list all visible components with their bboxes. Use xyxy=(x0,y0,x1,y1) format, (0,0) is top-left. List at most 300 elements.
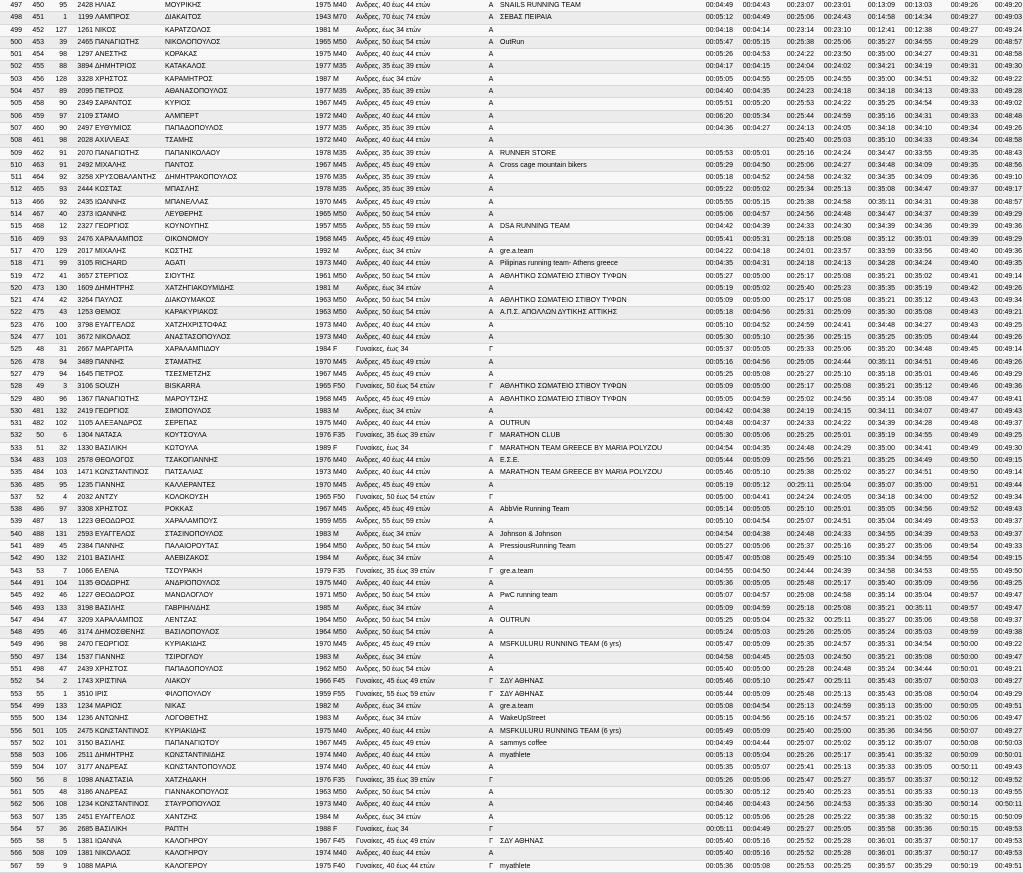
birth-year-cell: 1970 xyxy=(309,356,332,368)
split-2-chip-cell: 00:24:22 xyxy=(815,98,852,110)
finish-gun-cell: 00:49:46 xyxy=(933,356,979,368)
bib-number-cell: 1609 xyxy=(68,282,94,294)
gender-position-cell: 496 xyxy=(23,639,45,651)
last-name-cell: ΔΙΑΚΑΙΤΟΣ xyxy=(164,12,309,24)
birth-year-cell: 1981 xyxy=(309,24,332,36)
split-2-gun-cell: 00:25:13 xyxy=(771,700,815,712)
table-row xyxy=(0,295,1023,307)
category-code-cell: M50 xyxy=(332,787,355,799)
group-cell: A xyxy=(483,602,499,614)
category-code-cell: M xyxy=(332,553,355,565)
position-cell: 534 xyxy=(0,454,23,466)
finish-chip-cell: 00:48:57 xyxy=(979,196,1023,208)
last-name-cell: ΛΕΥΘΕΡΗΣ xyxy=(164,209,309,221)
split-1-gun-cell: 00:05:00 xyxy=(690,491,734,503)
split-2-chip-cell: 00:24:53 xyxy=(815,799,852,811)
gender-position-cell: 461 xyxy=(23,135,45,147)
club-cell: MARATHON TEAM GREECE BY MARIA POLYZOU xyxy=(499,467,690,479)
position-cell: 562 xyxy=(0,799,23,811)
birth-year-cell: 1957 xyxy=(309,221,332,233)
split-3-gun-cell: 00:35:57 xyxy=(852,774,896,786)
split-2-chip-cell: 00:24:15 xyxy=(815,405,852,417)
finish-chip-cell: 00:49:03 xyxy=(979,12,1023,24)
finish-gun-cell: 00:50:15 xyxy=(933,823,979,835)
split-2-gun-cell: 00:25:32 xyxy=(771,614,815,626)
finish-chip-cell: 00:49:15 xyxy=(979,553,1023,565)
club-cell: MARATHON TEAM GREECE BY MARIA POLYZOU xyxy=(499,442,690,454)
last-name-cell: ΝΙΚΟΛΟΠΟΥΛΟΣ xyxy=(164,36,309,48)
table-row xyxy=(0,664,1023,676)
category-name-cell: Ανδρες, 45 έως 49 ετών xyxy=(355,356,483,368)
bib-number-cell: 3198 xyxy=(68,602,94,614)
club-cell xyxy=(499,491,690,503)
split-2-chip-cell: 00:24:30 xyxy=(815,221,852,233)
table-row xyxy=(0,405,1023,417)
split-1-gun-cell: 00:05:07 xyxy=(690,590,734,602)
split-3-gun-cell: 00:35:33 xyxy=(852,762,896,774)
finish-gun-cell: 00:49:27 xyxy=(933,24,979,36)
first-name-cell: ΧΡΗΣΤΟΣ xyxy=(94,504,164,516)
last-name-cell: ΣΙΟΥΤΗΣ xyxy=(164,270,309,282)
group-cell: A xyxy=(483,147,499,159)
birth-year-cell: 1975 xyxy=(309,49,332,61)
last-name-cell: ΑΛΜΠΕΡΤ xyxy=(164,110,309,122)
bib-number-cell: 3264 xyxy=(68,295,94,307)
position-cell: 553 xyxy=(0,688,23,700)
first-name-cell: ΑΧΙΛΛΕΑΣ xyxy=(94,135,164,147)
group-cell: A xyxy=(483,799,499,811)
category-position-cell: 91 xyxy=(45,147,68,159)
split-3-chip-cell: 00:35:19 xyxy=(896,282,933,294)
split-2-gun-cell: 00:24:59 xyxy=(771,319,815,331)
first-name-cell: ΒΑΣΙΛΙΚΗ xyxy=(94,823,164,835)
birth-year-cell: 1964 xyxy=(309,627,332,639)
split-2-chip-cell: 00:25:08 xyxy=(815,233,852,245)
first-name-cell: ΑΝΕΣΤΗΣ xyxy=(94,49,164,61)
table-row xyxy=(0,528,1023,540)
split-3-chip-cell: 00:34:54 xyxy=(896,98,933,110)
last-name-cell: BISKARRA xyxy=(164,381,309,393)
bib-number-cell: 2578 xyxy=(68,454,94,466)
split-2-chip-cell: 00:24:27 xyxy=(815,159,852,171)
split-3-gun-cell: 00:12:41 xyxy=(852,24,896,36)
category-name-cell: Γυναίκες, 40 έως 44 ετών xyxy=(355,860,483,872)
bib-number-cell: 1261 xyxy=(68,24,94,36)
category-name-cell: Ανδρες, 40 έως 44 ετών xyxy=(355,577,483,589)
club-cell xyxy=(499,209,690,221)
bib-number-cell: 1199 xyxy=(68,12,94,24)
split-3-chip-cell: 00:34:55 xyxy=(896,553,933,565)
last-name-cell: ΚΑΛΟΓΗΡΟΥ xyxy=(164,848,309,860)
split-2-gun-cell: 00:24:56 xyxy=(771,209,815,221)
position-cell: 500 xyxy=(0,36,23,48)
split-2-gun-cell: 00:25:16 xyxy=(771,713,815,725)
finish-gun-cell: 00:49:52 xyxy=(933,491,979,503)
split-2-gun-cell: 00:24:48 xyxy=(771,528,815,540)
last-name-cell: ΤΣΙΡΟΓΛΟΥ xyxy=(164,651,309,663)
group-cell: A xyxy=(483,553,499,565)
category-code-cell: M45 xyxy=(332,393,355,405)
last-name-cell: ΠΑΠΑΝΙΚΟΛΑΟΥ xyxy=(164,147,309,159)
position-cell: 551 xyxy=(0,664,23,676)
category-position-cell: 1 xyxy=(45,12,68,24)
table-row xyxy=(0,381,1023,393)
finish-chip-cell: 00:49:36 xyxy=(979,245,1023,257)
split-3-chip-cell: 00:35:00 xyxy=(896,700,933,712)
split-2-chip-cell: 00:25:15 xyxy=(815,332,852,344)
table-row xyxy=(0,319,1023,331)
birth-year-cell: 1943 xyxy=(309,12,332,24)
finish-gun-cell: 00:50:11 xyxy=(933,762,979,774)
last-name-cell: ΣΙΜΟΠΟΥΛΟΣ xyxy=(164,405,309,417)
split-3-chip-cell: 00:34:36 xyxy=(896,221,933,233)
finish-gun-cell: 00:49:34 xyxy=(933,135,979,147)
category-position-cell: 98 xyxy=(45,639,68,651)
split-3-gun-cell: 00:34:48 xyxy=(852,159,896,171)
split-2-chip-cell: 00:25:13 xyxy=(815,688,852,700)
club-cell: Johnson & Johnson xyxy=(499,528,690,540)
last-name-cell: ΚΑΡΑΤΖΟΛΟΣ xyxy=(164,24,309,36)
split-2-gun-cell: 00:25:05 xyxy=(771,73,815,85)
gender-position-cell: 456 xyxy=(23,73,45,85)
category-code-cell: F35 xyxy=(332,774,355,786)
category-code-cell: F35 xyxy=(332,430,355,442)
group-cell: A xyxy=(483,49,499,61)
category-code-cell: F45 xyxy=(332,676,355,688)
category-code-cell: M40 xyxy=(332,467,355,479)
gender-position-cell: 486 xyxy=(23,504,45,516)
split-1-chip-cell: 00:04:44 xyxy=(734,737,771,749)
split-3-gun-cell: 00:35:27 xyxy=(852,467,896,479)
birth-year-cell: 1984 xyxy=(309,811,332,823)
position-cell: 552 xyxy=(0,676,23,688)
category-code-cell: M40 xyxy=(332,135,355,147)
position-cell: 531 xyxy=(0,418,23,430)
finish-gun-cell: 00:49:50 xyxy=(933,454,979,466)
category-position-cell: 36 xyxy=(45,823,68,835)
split-3-gun-cell: 00:35:20 xyxy=(852,344,896,356)
category-name-cell: Ανδρες, 40 έως 44 ετών xyxy=(355,0,483,12)
last-name-cell: ΚΩΝΣΤΑΝΤΟΠΟΥΛΟΣ xyxy=(164,762,309,774)
category-name-cell: Ανδρες, έως 34 ετών xyxy=(355,405,483,417)
split-1-chip-cell: 00:05:09 xyxy=(734,688,771,700)
split-2-gun-cell: 00:25:53 xyxy=(771,860,815,872)
category-code-cell: M45 xyxy=(332,356,355,368)
first-name-cell: ΑΝΤΩΝΗΣ xyxy=(94,713,164,725)
bib-number-cell: 3258 xyxy=(68,172,94,184)
bib-number-cell: 1098 xyxy=(68,774,94,786)
finish-gun-cell: 00:49:57 xyxy=(933,602,979,614)
club-cell: AbbVie Running Team xyxy=(499,504,690,516)
split-3-gun-cell: 00:35:00 xyxy=(852,73,896,85)
birth-year-cell: 1983 xyxy=(309,713,332,725)
split-1-gun-cell: 00:05:06 xyxy=(690,209,734,221)
gender-position-cell: 49 xyxy=(23,381,45,393)
bib-number-cell: 1367 xyxy=(68,393,94,405)
split-1-chip-cell: 00:04:57 xyxy=(734,209,771,221)
category-position-cell: 32 xyxy=(45,442,68,454)
split-3-chip-cell: 00:35:09 xyxy=(896,577,933,589)
split-2-chip-cell: 00:25:02 xyxy=(815,467,852,479)
finish-chip-cell: 00:49:10 xyxy=(979,172,1023,184)
position-cell: 539 xyxy=(0,516,23,528)
group-cell: A xyxy=(483,713,499,725)
split-2-chip-cell: 00:24:33 xyxy=(815,528,852,540)
finish-chip-cell: 00:49:21 xyxy=(979,307,1023,319)
gender-position-cell: 508 xyxy=(23,848,45,860)
finish-chip-cell: 00:49:27 xyxy=(979,676,1023,688)
table-row xyxy=(0,491,1023,503)
category-position-cell: 31 xyxy=(45,344,68,356)
table-row xyxy=(0,467,1023,479)
split-2-gun-cell: 00:25:48 xyxy=(771,577,815,589)
gender-position-cell: 53 xyxy=(23,565,45,577)
finish-gun-cell: 00:49:43 xyxy=(933,307,979,319)
position-cell: 532 xyxy=(0,430,23,442)
club-cell xyxy=(499,848,690,860)
gender-position-cell: 507 xyxy=(23,811,45,823)
bib-number-cell: 3672 xyxy=(68,332,94,344)
table-row xyxy=(0,836,1023,848)
position-cell: 497 xyxy=(0,0,23,12)
finish-chip-cell: 00:49:36 xyxy=(979,221,1023,233)
position-cell: 505 xyxy=(0,98,23,110)
split-1-gun-cell xyxy=(690,135,734,147)
split-3-chip-cell: 00:34:37 xyxy=(896,209,933,221)
category-name-cell: Ανδρες, 40 έως 44 ετών xyxy=(355,799,483,811)
split-1-chip-cell: 00:05:00 xyxy=(734,664,771,676)
split-3-gun-cell: 00:35:10 xyxy=(852,135,896,147)
gender-position-cell: 490 xyxy=(23,553,45,565)
category-code-cell: M45 xyxy=(332,98,355,110)
bib-number-cell: 3328 xyxy=(68,73,94,85)
last-name-cell: ΓΙΑΝΝΑΚΟΠΟΥΛΟΣ xyxy=(164,787,309,799)
last-name-cell: ΡΟΚΚΑΣ xyxy=(164,504,309,516)
birth-year-cell: 1974 xyxy=(309,750,332,762)
category-name-cell: Γυναίκες, έως 34 xyxy=(355,442,483,454)
split-1-gun-cell: 00:05:46 xyxy=(690,467,734,479)
split-1-gun-cell: 00:05:29 xyxy=(690,159,734,171)
finish-gun-cell: 00:49:58 xyxy=(933,614,979,626)
first-name-cell: ΓΕΩΡΓΙΟΣ xyxy=(94,405,164,417)
split-2-chip-cell: 00:24:32 xyxy=(815,172,852,184)
split-2-chip-cell: 00:24:02 xyxy=(815,61,852,73)
split-3-gun-cell: 00:34:21 xyxy=(852,61,896,73)
group-cell: A xyxy=(483,258,499,270)
position-cell: 554 xyxy=(0,700,23,712)
group-cell: A xyxy=(483,184,499,196)
position-cell: 533 xyxy=(0,442,23,454)
club-cell: Cross cage mountain bikers xyxy=(499,159,690,171)
split-2-chip-cell: 00:25:23 xyxy=(815,282,852,294)
birth-year-cell: 1987 xyxy=(309,73,332,85)
bib-number-cell: 2593 xyxy=(68,528,94,540)
table-row xyxy=(0,49,1023,61)
split-2-gun-cell: 00:25:05 xyxy=(771,356,815,368)
split-2-chip-cell: 00:24:48 xyxy=(815,664,852,676)
split-1-gun-cell: 00:05:44 xyxy=(690,454,734,466)
position-cell: 556 xyxy=(0,725,23,737)
position-cell: 519 xyxy=(0,270,23,282)
split-1-chip-cell: 00:05:15 xyxy=(734,196,771,208)
split-1-chip-cell: 00:04:56 xyxy=(734,356,771,368)
split-1-chip-cell: 00:05:09 xyxy=(734,639,771,651)
position-cell: 544 xyxy=(0,577,23,589)
split-2-gun-cell: 00:23:07 xyxy=(771,0,815,12)
first-name-cell: ΛΑΜΠΡΟΣ xyxy=(94,12,164,24)
bib-number-cell: 3308 xyxy=(68,504,94,516)
split-2-chip-cell: 00:24:39 xyxy=(815,565,852,577)
bib-number-cell: 2667 xyxy=(68,344,94,356)
split-3-chip-cell: 00:13:03 xyxy=(896,0,933,12)
finish-gun-cell: 00:50:12 xyxy=(933,774,979,786)
gender-position-cell: 450 xyxy=(23,0,45,12)
split-1-chip-cell: 00:04:38 xyxy=(734,528,771,540)
table-row xyxy=(0,737,1023,749)
category-position-cell: 133 xyxy=(45,602,68,614)
category-position-cell: 91 xyxy=(45,159,68,171)
category-code-cell: M50 xyxy=(332,209,355,221)
split-3-chip-cell: 00:35:37 xyxy=(896,774,933,786)
category-name-cell: Ανδρες, 50 έως 54 ετών xyxy=(355,209,483,221)
last-name-cell: ΠΑΛΑΙΟΡΟΥΤΑΣ xyxy=(164,541,309,553)
finish-gun-cell: 00:49:46 xyxy=(933,368,979,380)
split-1-gun-cell: 00:04:18 xyxy=(690,24,734,36)
position-cell: 512 xyxy=(0,184,23,196)
split-1-gun-cell: 00:05:40 xyxy=(690,836,734,848)
position-cell: 515 xyxy=(0,221,23,233)
gender-position-cell: 481 xyxy=(23,405,45,417)
split-3-gun-cell: 00:34:28 xyxy=(852,258,896,270)
split-3-gun-cell: 00:35:30 xyxy=(852,307,896,319)
split-1-chip-cell: 00:05:05 xyxy=(734,577,771,589)
split-2-chip-cell: 00:25:08 xyxy=(815,270,852,282)
birth-year-cell: 1965 xyxy=(309,491,332,503)
finish-gun-cell: 00:49:51 xyxy=(933,479,979,491)
split-2-chip-cell: 00:25:23 xyxy=(815,787,852,799)
finish-chip-cell: 00:49:26 xyxy=(979,282,1023,294)
split-1-gun-cell: 00:04:36 xyxy=(690,122,734,134)
last-name-cell: ΓΑΒΡΙΗΛΙΔΗΣ xyxy=(164,602,309,614)
split-1-gun-cell: 00:04:42 xyxy=(690,405,734,417)
split-3-chip-cell: 00:34:48 xyxy=(896,344,933,356)
split-1-gun-cell: 00:04:22 xyxy=(690,245,734,257)
split-1-gun-cell: 00:04:17 xyxy=(690,61,734,73)
category-code-cell: M40 xyxy=(332,725,355,737)
club-cell: ΑΘΛΗΤΙΚΟ ΣΩΜΑΤΕΙΟ ΣΤΙΒΟΥ ΤΥΦΩΝ xyxy=(499,270,690,282)
club-cell: MARATHON CLUB xyxy=(499,430,690,442)
split-1-gun-cell: 00:05:27 xyxy=(690,541,734,553)
finish-gun-cell: 00:50:01 xyxy=(933,664,979,676)
club-cell: SNAILS RUNNING TEAM xyxy=(499,0,690,12)
finish-chip-cell: 00:49:50 xyxy=(979,565,1023,577)
category-code-cell: M xyxy=(332,405,355,417)
finish-gun-cell: 00:49:43 xyxy=(933,319,979,331)
split-1-gun-cell: 00:05:08 xyxy=(690,700,734,712)
gender-position-cell: 468 xyxy=(23,221,45,233)
split-3-gun-cell: 00:35:21 xyxy=(852,713,896,725)
table-row xyxy=(0,24,1023,36)
finish-chip-cell: 00:49:27 xyxy=(979,725,1023,737)
first-name-cell: ΠΑΝΝΗΣ xyxy=(94,541,164,553)
split-3-gun-cell: 00:36:01 xyxy=(852,836,896,848)
split-3-chip-cell: 00:35:02 xyxy=(896,270,933,282)
gender-position-cell: 475 xyxy=(23,307,45,319)
split-1-chip-cell: 00:04:49 xyxy=(734,823,771,835)
finish-chip-cell: 00:49:30 xyxy=(979,442,1023,454)
position-cell: 564 xyxy=(0,823,23,835)
split-2-chip-cell: 00:25:21 xyxy=(815,454,852,466)
last-name-cell: ΣΤΑΜΑΤΗΣ xyxy=(164,356,309,368)
split-3-gun-cell: 00:35:21 xyxy=(852,381,896,393)
split-2-gun-cell: 00:24:58 xyxy=(771,172,815,184)
finish-chip-cell: 00:49:26 xyxy=(979,356,1023,368)
category-position-cell: 45 xyxy=(45,541,68,553)
split-3-gun-cell: 00:35:14 xyxy=(852,590,896,602)
split-2-chip-cell: 00:25:02 xyxy=(815,737,852,749)
split-3-gun-cell: 00:36:01 xyxy=(852,848,896,860)
bib-number-cell: 1236 xyxy=(68,713,94,725)
bib-number-cell: 2465 xyxy=(68,36,94,48)
category-code-cell: M45 xyxy=(332,368,355,380)
finish-chip-cell: 00:49:17 xyxy=(979,184,1023,196)
gender-position-cell: 505 xyxy=(23,787,45,799)
split-3-gun-cell: 00:35:51 xyxy=(852,787,896,799)
last-name-cell: ΑΘΑΝΑΣΟΠΟΥΛΟΣ xyxy=(164,86,309,98)
split-1-chip-cell: 00:04:52 xyxy=(734,319,771,331)
last-name-cell: ΚΑΛΟΓΗΡΟΥ xyxy=(164,836,309,848)
category-name-cell: Ανδρες, έως 34 ετών xyxy=(355,73,483,85)
club-cell: RUNNER STORE xyxy=(499,147,690,159)
birth-year-cell: 1962 xyxy=(309,664,332,676)
split-3-chip-cell: 00:34:56 xyxy=(896,504,933,516)
split-3-chip-cell: 00:35:12 xyxy=(896,295,933,307)
finish-chip-cell: 00:49:21 xyxy=(979,664,1023,676)
finish-chip-cell: 00:49:43 xyxy=(979,405,1023,417)
table-row xyxy=(0,393,1023,405)
birth-year-cell: 1976 xyxy=(309,430,332,442)
finish-gun-cell: 00:50:05 xyxy=(933,700,979,712)
first-name-cell: ΘΕΟΔΩΡΟΣ xyxy=(94,516,164,528)
gender-position-cell: 465 xyxy=(23,184,45,196)
table-row xyxy=(0,577,1023,589)
first-name-cell: ΒΑΣΙΛΗΣ xyxy=(94,737,164,749)
first-name-cell: ΧΑΡΑΛΑΜΠΟΣ xyxy=(94,233,164,245)
table-row xyxy=(0,541,1023,553)
last-name-cell: ΒΑΣΙΛΟΠΟΥΛΟΣ xyxy=(164,627,309,639)
split-2-chip-cell: 00:25:06 xyxy=(815,36,852,48)
bib-number-cell: 2349 xyxy=(68,98,94,110)
split-2-gun-cell: 00:25:40 xyxy=(771,135,815,147)
finish-chip-cell: 00:50:03 xyxy=(979,737,1023,749)
category-name-cell: Ανδρες, έως 34 ετών xyxy=(355,811,483,823)
finish-chip-cell: 00:49:51 xyxy=(979,860,1023,872)
split-2-chip-cell: 00:23:01 xyxy=(815,0,852,12)
birth-year-cell: 1970 xyxy=(309,639,332,651)
birth-year-cell: 1967 xyxy=(309,159,332,171)
last-name-cell: ΚΑΛΟΓΕΡΟΥ xyxy=(164,860,309,872)
table-row xyxy=(0,639,1023,651)
category-position-cell: 99 xyxy=(45,258,68,270)
split-3-gun-cell: 00:34:39 xyxy=(852,221,896,233)
split-1-chip-cell: 00:05:08 xyxy=(734,860,771,872)
finish-gun-cell: 00:50:14 xyxy=(933,799,979,811)
split-1-gun-cell: 00:04:54 xyxy=(690,442,734,454)
split-2-gun-cell: 00:25:27 xyxy=(771,368,815,380)
split-3-gun-cell: 00:34:39 xyxy=(852,418,896,430)
split-2-gun-cell: 00:25:40 xyxy=(771,725,815,737)
group-cell: A xyxy=(483,393,499,405)
